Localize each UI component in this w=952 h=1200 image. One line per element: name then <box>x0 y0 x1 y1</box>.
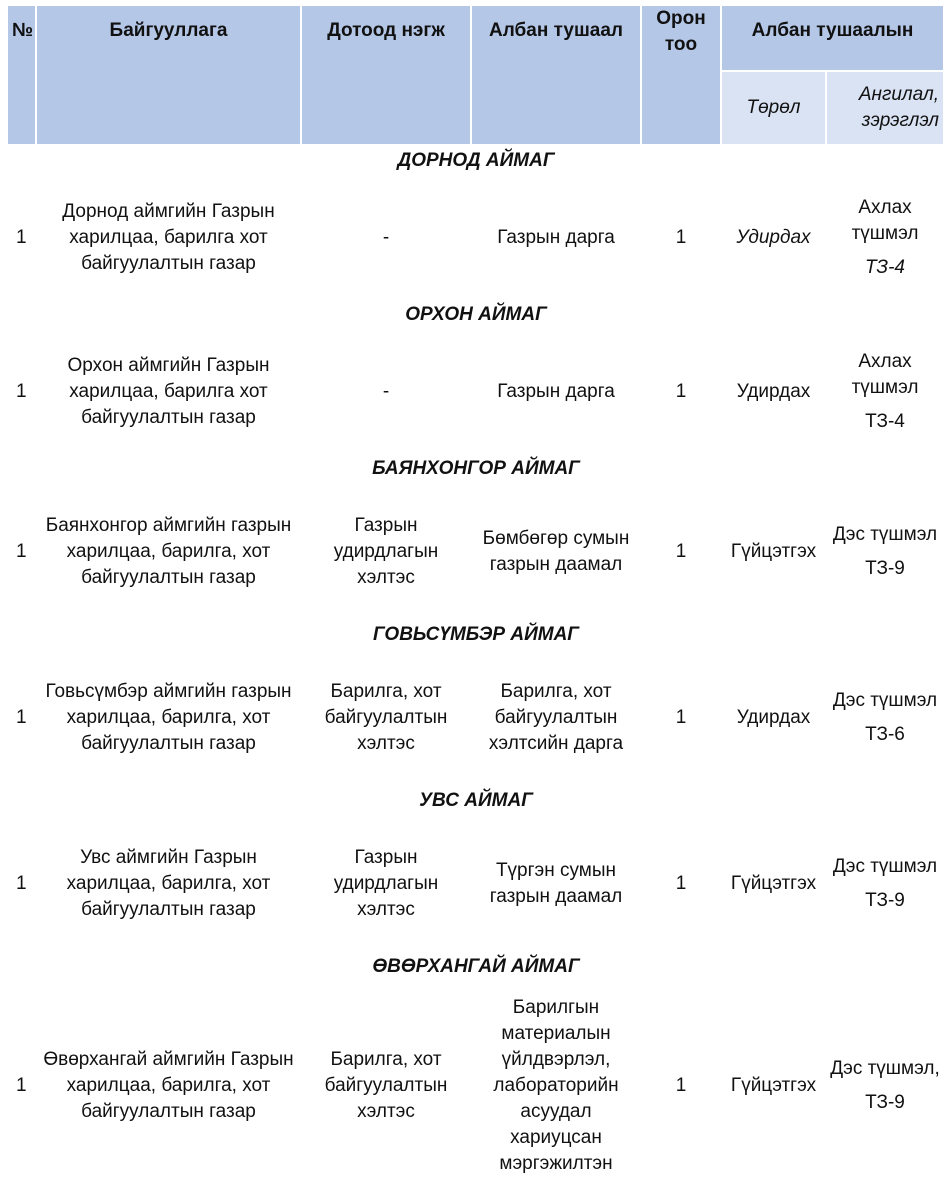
organization-cell: Өвөрхангай аймгийн Газрын харилцаа, барилга, хот байгуулалтын газар <box>43 1049 294 1122</box>
table-row <box>8 484 944 620</box>
internal-unit-cell: Барилга, хот байгуулалтын хэлтэс <box>324 681 448 754</box>
category-class: ТЗ-9 <box>865 1092 905 1113</box>
category-rank: Дэс түшмэл <box>832 856 938 877</box>
category-cell <box>826 650 944 786</box>
category-rank: Ахлах түшмэл <box>851 351 919 398</box>
category-rank: Ахлах түшмэл <box>851 197 919 244</box>
category-class: ТЗ-6 <box>865 724 905 745</box>
category-cell <box>826 816 944 952</box>
position-type-cell: Удирдах <box>736 381 811 402</box>
header-position-group: Албан тушаалын <box>721 6 944 71</box>
section-title: БАЯНХОНГОР АЙМАГ <box>372 458 580 479</box>
internal-unit-cell: Газрын удирдлагын хэлтэс <box>333 515 439 588</box>
position-cell: Барилга, хот байгуулалтын хэлтсийн дарга <box>488 681 624 754</box>
section-title: УВС АЙМАГ <box>419 790 533 811</box>
header-count: Орон тоо <box>641 6 721 145</box>
position-type-cell: Удирдах <box>736 707 811 728</box>
organization-cell: Говьсүмбэр аймгийн газрын харилцаа, барилга, хот байгуулалтын газар <box>45 681 292 754</box>
row-number: 1 <box>16 541 27 562</box>
organization-cell: Орхон аймгийн Газрын харилцаа, барилга хот байгуулалтын газар <box>67 355 270 428</box>
section-row <box>8 454 944 484</box>
table-row <box>8 176 944 300</box>
organization-cell: Дорнод аймгийн Газрын харилцаа, барилга хот байгуулалтын газар <box>62 201 275 274</box>
section-row <box>8 145 944 176</box>
table-row <box>8 330 944 454</box>
header-organization: Байгууллага <box>36 6 301 145</box>
position-type-cell: Гүйцэтгэх <box>730 541 817 562</box>
category-cell <box>826 484 944 620</box>
count-cell: 1 <box>675 381 687 402</box>
table-row <box>8 650 944 786</box>
count-cell: 1 <box>675 1075 687 1096</box>
category-class: ТЗ-4 <box>865 411 905 432</box>
section-title: ГОВЬСҮМБЭР АЙМАГ <box>373 624 579 645</box>
category-rank: Дэс түшмэл <box>832 690 938 711</box>
table-row <box>8 816 944 952</box>
row-number: 1 <box>16 707 27 728</box>
row-number: 1 <box>16 381 27 402</box>
position-type-cell: Гүйцэтгэх <box>730 1075 817 1096</box>
internal-unit-cell: Газрын удирдлагын хэлтэс <box>333 847 439 920</box>
section-row <box>8 952 944 982</box>
row-number: 1 <box>16 1075 27 1096</box>
internal-unit-cell: - <box>382 227 390 248</box>
position-cell: Газрын дарга <box>497 381 615 402</box>
category-rank: Дэс түшмэл, <box>830 1058 940 1079</box>
table-body <box>8 145 944 1190</box>
category-class: ТЗ-9 <box>865 558 905 579</box>
position-cell: Түргэн сумын газрын даамал <box>489 860 623 907</box>
category-rank: Дэс түшмэл <box>832 524 938 545</box>
category-class: ТЗ-4 <box>865 257 905 278</box>
organization-cell: Увс аймгийн Газрын харилцаа, барилга, хот байгуулалтын газар <box>66 847 271 920</box>
section-title: ДОРНОД АЙМАГ <box>397 150 555 171</box>
header-category: Ангилал, зэрэглэл <box>826 71 944 145</box>
header-number: № <box>8 6 36 145</box>
count-cell: 1 <box>675 707 687 728</box>
category-cell <box>826 982 944 1190</box>
section-row <box>8 620 944 650</box>
category-cell <box>826 176 944 300</box>
header-row <box>8 6 944 71</box>
count-cell: 1 <box>675 873 687 894</box>
position-cell: Газрын дарга <box>497 227 615 248</box>
organization-cell: Баянхонгор аймгийн газрын харилцаа, барилга, хот байгуулалтын газар <box>45 515 292 588</box>
position-cell: Барилгын материалын үйлдвэрлэл, лабораторийн асуудал хариуцсан мэргэжилтэн <box>493 997 619 1174</box>
category-class: ТЗ-9 <box>865 890 905 911</box>
section-title: ОРХОН АЙМАГ <box>405 304 547 325</box>
header-position: Албан тушаал <box>471 6 641 145</box>
table-row <box>8 982 944 1190</box>
position-type-cell: Удирдах <box>736 227 811 248</box>
category-cell <box>826 330 944 454</box>
row-number: 1 <box>16 227 27 248</box>
position-type-cell: Гүйцэтгэх <box>730 873 817 894</box>
section-row <box>8 786 944 816</box>
row-number: 1 <box>16 873 27 894</box>
header-internal-unit: Дотоод нэгж <box>301 6 471 145</box>
count-cell: 1 <box>675 227 687 248</box>
internal-unit-cell: - <box>382 381 390 402</box>
internal-unit-cell: Барилга, хот байгуулалтын хэлтэс <box>324 1049 448 1122</box>
positions-table <box>8 6 945 1190</box>
section-title: ӨВӨРХАНГАЙ АЙМАГ <box>372 956 580 977</box>
section-row <box>8 300 944 330</box>
count-cell: 1 <box>675 541 687 562</box>
position-cell: Бөмбөгөр сумын газрын даамал <box>482 528 630 575</box>
header-type: Төрөл <box>721 71 826 145</box>
